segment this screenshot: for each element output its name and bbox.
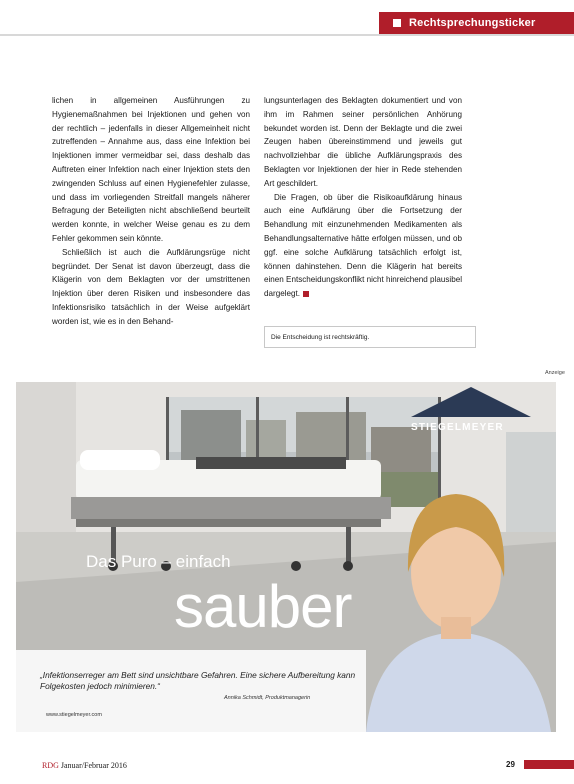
text-column-left	[52, 94, 250, 329]
magazine-brand: RDG	[42, 761, 59, 770]
ad-label: Anzeige	[545, 370, 565, 376]
ad-attribution: Annika Schmidt, Produktmanagerin	[224, 695, 311, 701]
paragraph-text: Die Fragen, ob über die Risikoaufklärung hinaus auch eine Aufklärung über die Fortsetzung der Behandlung mit einzunehmenden Medikamenten als Behandlungsalternative hätte erfolgen müssen, und ob ggf. eine solche Aufklärung tatsächlich erfolgt ist, können dahinstehen. Denn die Klägerin hat bereits einen Entscheidungskonflikt nicht hinreichend plausibel dargelegt.	[264, 192, 462, 299]
page-number: 29	[506, 760, 515, 769]
paragraph	[264, 191, 462, 301]
issue-date: Januar/Februar 2016	[60, 761, 127, 770]
advertisement	[16, 382, 556, 732]
header-rule	[0, 34, 574, 36]
ad-tagline: Das Puro – einfach	[86, 552, 231, 571]
ruling-note-box	[264, 326, 476, 348]
page-header	[0, 0, 574, 48]
ad-quote: „Infektionserreger am Bett sind unsichtbare Gefahren. Eine sichere Aufbereitung kann Folgekosten jedoch minimieren.“	[40, 670, 356, 691]
section-label: Rechtsprechungsticker	[409, 17, 536, 29]
paragraph: Schließlich ist auch die Aufklärungsrüge nicht begründet. Der Senat ist davon überzeugt, dass die Klägerin von dem Beklagten vor der umstrittenen Injektion über deren Risiken und insbesondere das Infektionsrisiko tatsächlich in der Weise aufgeklärt worden ist, wie es in den Behand-	[52, 247, 250, 326]
paragraph: lichen in allgemeinen Ausführungen zu Hygienemaßnahmen bei Injektionen und gehen von der rechtlich – jedenfalls in dieser Allgemeinheit nicht zutreffenden – Annahme aus, dass eine Infektion bei Injektionen immer vermeidbar sei, dass deshalb das Auftreten einer Infektion nach einer Injektion stets den zwingenden Schluss auf einen Hygienefehler zulasse, und dass im vorliegenden Streitfall mangels näherer Befragung der Beteiligten nicht abschließend beurteilt werden konnte, in welcher Weise genau es zu dem Fehler gekommen sein könnte.	[52, 96, 250, 243]
square-icon	[393, 19, 401, 27]
section-tag	[379, 12, 574, 34]
end-mark-icon	[303, 291, 309, 297]
brand-logo: STIEGELMEYER	[411, 422, 504, 433]
text-column-right	[264, 94, 462, 301]
paragraph: lungsunterlagen des Beklagten dokumentiert und von ihm im Rahmen seiner persönlichen Anhörung bekundet worden ist. Denn der Beklagte und die zwei Zeugen haben übereinstimmend und jeweils gut nachvollziehbar die übliche Aufklärungspraxis des Beklagten vor Injektionen der hier in Rede stehenden Art geschildert.	[264, 96, 462, 188]
ad-headline: sauber	[174, 573, 352, 640]
ad-url: www.stiegelmeyer.com	[46, 712, 102, 718]
ruling-note: Die Entscheidung ist rechtskräftig.	[271, 333, 370, 341]
page-footer	[42, 761, 127, 770]
footer-accent-bar	[524, 760, 574, 769]
